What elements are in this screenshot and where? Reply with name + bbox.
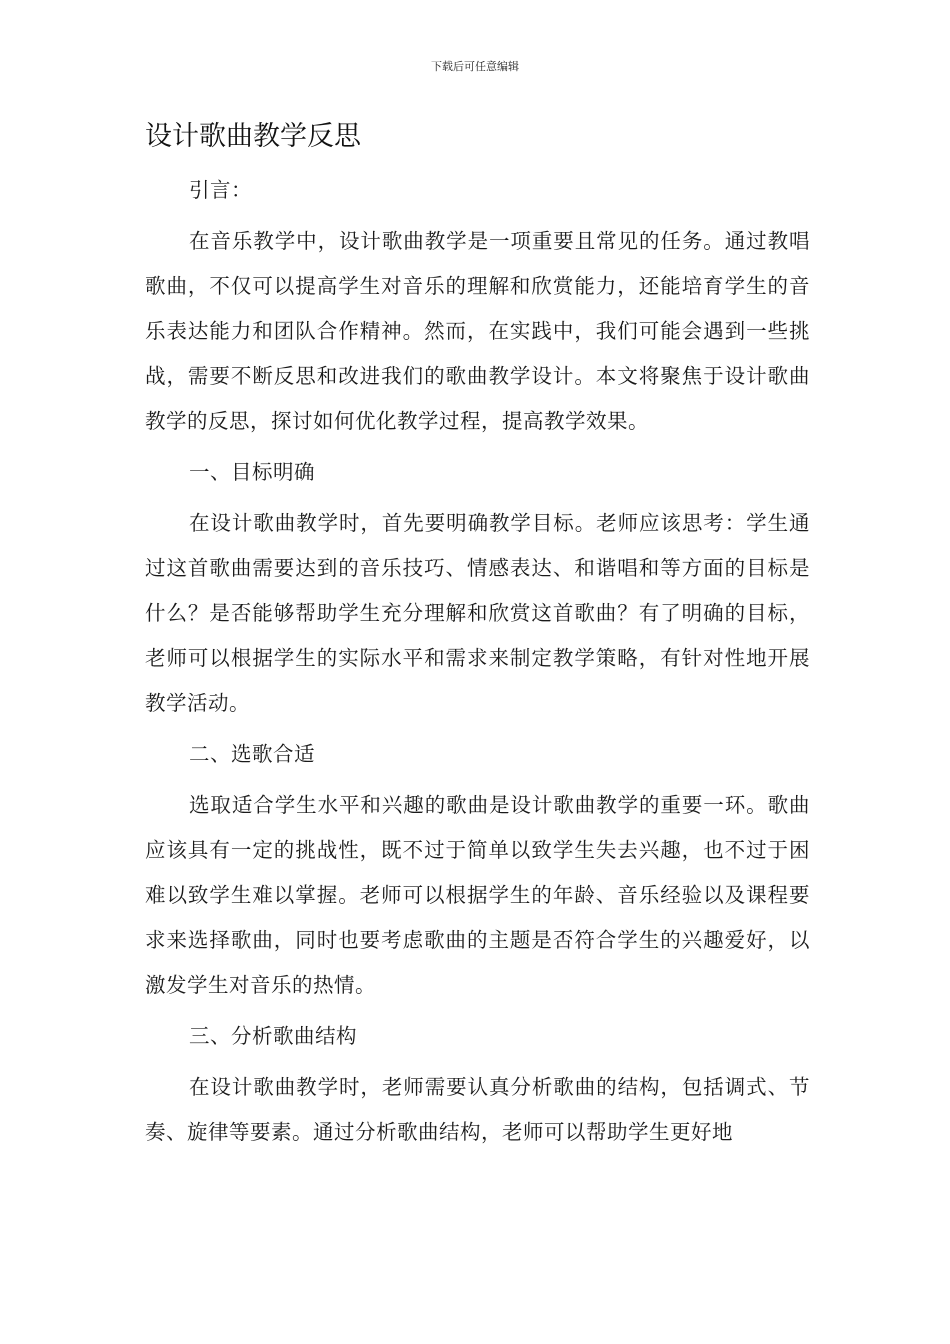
section-paragraph: 在设计歌曲教学时，首先要明确教学目标。老师应该思考：学生通过这首歌曲需要达到的音乐技巧、情感表达、和谐唱和等方面的目标是什么？是否能够帮助学生充分理解和欣赏这首歌曲？有了明确的目标，老师可以根据学生的实际水平和需求来制定教学策略，有针对性地开展教学活动。: [145, 511, 810, 715]
section-heading: 二、选歌合适: [189, 742, 315, 766]
intro-paragraph: 在音乐教学中，设计歌曲教学是一项重要且常见的任务。通过教唱歌曲，不仅可以提高学生对音乐的理解和欣赏能力，还能培育学生的音乐表达能力和团队合作精神。然而，在实践中，我们可能会遇到一些挑战，需要不断反思和改进我们的歌曲教学设计。本文将聚焦于设计歌曲教学的反思，探讨如何优化教学过程，提高教学效果。: [145, 229, 810, 433]
page-header-note: 下载后可任意编辑: [431, 60, 519, 73]
intro-label: 引言：: [189, 178, 252, 202]
section-heading: 一、目标明确: [189, 460, 315, 484]
document-body: [145, 118, 810, 1161]
section-paragraph: 在设计歌曲教学时，老师需要认真分析歌曲的结构，包括调式、节奏、旋律等要素。通过分析歌曲结构，老师可以帮助学生更好地: [145, 1075, 810, 1144]
section-heading: 三、分析歌曲结构: [189, 1024, 357, 1048]
section-paragraph: 选取适合学生水平和兴趣的歌曲是设计歌曲教学的重要一环。歌曲应该具有一定的挑战性，既不过于简单以致学生失去兴趣，也不过于困难以致学生难以掌握。老师可以根据学生的年龄、音乐经验以及课程要求来选择歌曲，同时也要考虑歌曲的主题是否符合学生的兴趣爱好，以激发学生对音乐的热情。: [145, 793, 810, 997]
document-title: 设计歌曲教学反思: [145, 121, 361, 152]
